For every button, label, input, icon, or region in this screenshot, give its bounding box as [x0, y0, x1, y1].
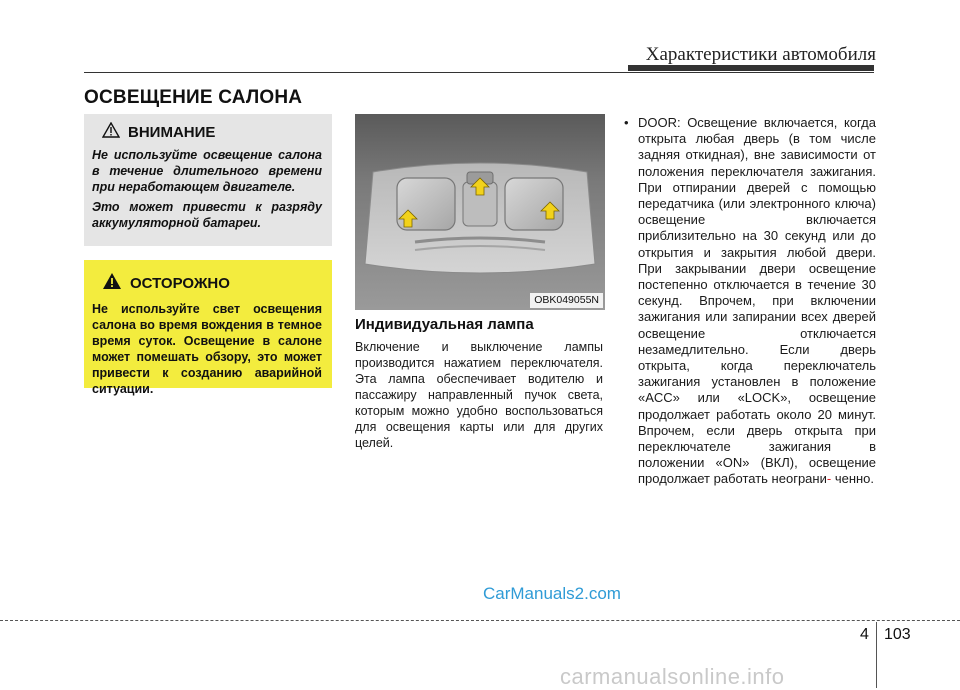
watermark-link[interactable]: CarManuals2.com	[483, 584, 621, 603]
footer-dashed-line	[0, 620, 960, 621]
caution-title: ВНИМАНИЕ	[128, 124, 216, 141]
warning-triangle-icon	[102, 122, 120, 143]
door-bullet	[624, 115, 876, 488]
section-title: ОСВЕЩЕНИЕ САЛОНА	[84, 87, 303, 108]
chapter-number: 4	[860, 626, 869, 643]
page-number: 103	[884, 626, 911, 643]
warning-triangle-icon	[102, 272, 122, 295]
warning-box	[84, 260, 332, 396]
bullet-hyphen: -	[826, 471, 832, 487]
photo-code: OBK049055N	[530, 293, 603, 308]
caution-text-2: Это может привести к разряду аккумуляторной батареи.	[92, 200, 322, 230]
lamp-illustration	[355, 114, 605, 310]
bullet-text	[638, 115, 876, 488]
warning-heading	[102, 272, 322, 295]
header-rule-thick	[628, 65, 874, 71]
bottom-watermark: carmanualsonline.info	[560, 664, 785, 689]
interior-lamp-photo	[355, 114, 605, 310]
right-lamp-lens	[505, 178, 563, 230]
subsection-text: Включение и выключение лампы производится нажатием переключателя. Эта лампа обеспечивает водителю и пассажиру направленный пучок света, которым можно удобно воспользоваться для освещения карты или для других целей.	[355, 340, 603, 450]
subsection-title: Индивидуальная лампа	[355, 316, 534, 333]
header-title: Характеристики автомобиля	[645, 44, 876, 65]
header-rule	[84, 72, 874, 73]
caution-box	[84, 114, 332, 246]
bullet-text-end: ченно.	[834, 471, 875, 487]
warning-text: Не используйте свет освещения салона во время вождения в темное время суток. Освещение в салоне может помешать обзору, это может привести к созданию аварийной ситуации.	[92, 302, 322, 396]
caution-heading	[102, 122, 322, 143]
warning-title: ОСТОРОЖНО	[130, 275, 230, 292]
caution-text: Не используйте освещение салона в течение длительного времени при неработающем двигателе.	[92, 148, 322, 194]
bullet-text-main: DOOR: Освещение включается, когда открыта любая дверь (в том числе задняя откидная), вне зависимости от положения переключателя зажигания. При отпирании дверей с помощью передатчика (или электронного ключа) освещение включается приблизительно на 30 секунд или до открытия и закрытия любой двери. При закрывании двери освещение постепенно отключается в течение 30 секунд. Впрочем, при включении зажигания или запирании всех дверей освещение отключается незамедлительно. Если дверь открыта, когда переключатель зажигания установлен в положение «ACC» или «LOCK», освещение продолжает работать около 20 минут. Впрочем, если дверь открыта при переключателе зажигания в положении «ON» (ВКЛ), освещение продолжает работать неограни	[638, 115, 876, 487]
bullet-dot: •	[624, 115, 629, 130]
page-separator	[876, 622, 877, 688]
